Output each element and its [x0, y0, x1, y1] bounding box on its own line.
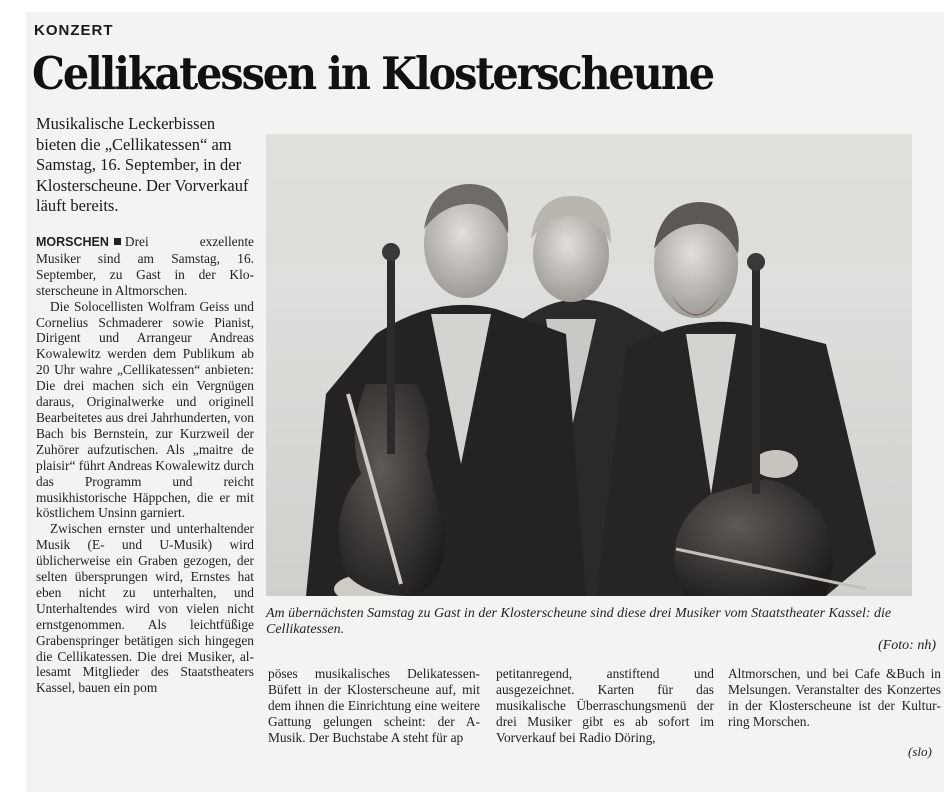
dateline: MORSCHEN — [36, 235, 109, 249]
bullet-icon — [114, 238, 121, 245]
lead-text: Drei exzellente Musiker sind am Samstag, 16. September, zu Gast in der Klosterscheune in Altmorschen. — [36, 234, 254, 298]
three-cellists-photo — [266, 134, 912, 596]
paragraph-3: Zwischen ernster und unterhaltender Musik (E- und U-Musik) wird üblicherweise ein Graben gezogen, der selten übersprungen wird, Ernstes hat eben nicht zu unterhalten, und Unterhaltendes wird von vielen nicht ernstgenommen. Als leichtfüßige Grabenspringer betätigen sich hingegen die Cellikatessen. Die drei Musiker, allesamt Mitglieder des Staatstheaters Kassel, bauen ein pom — [36, 521, 254, 696]
section-kicker: KONZERT — [34, 22, 114, 39]
article-column-4: Altmorschen, und bei Cafe &Buch in Melsungen. Veranstalter des Konzertes in der Klosterscheune ist der Kulturring Morschen. — [728, 666, 941, 729]
band-photo — [266, 134, 912, 596]
author-signature: (slo) — [908, 744, 932, 759]
headline: Cellikatessen in Klosterscheune — [32, 47, 713, 100]
lead-paragraph — [36, 234, 254, 299]
article-column-3: petitanregend, anstiftend und ausgezeichnet. Karten für das musikalische Überraschungsmenü der drei Musiker gibt es ab sofort im Vorverkauf bei Radio Döring, — [496, 666, 714, 745]
photo-credit: (Foto: nh) — [878, 638, 936, 653]
article-column-2: pöses musikalisches Delikatessen-Büfett in der Klosterscheune auf, mit dem ihnen die Einrichtung eine weitere Gattung gelungen scheint: der A-Musik. Der Buchstabe A steht für ap — [268, 666, 480, 745]
article-column-1 — [36, 234, 254, 696]
caption-text: Am übernächsten Samstag zu Gast in der Klosterscheune sind diese drei Musiker vom Staatstheater Kassel: die Cellikatessen. — [266, 606, 892, 637]
paragraph-2: Die Solocellisten Wolfram Geiss und Cornelius Schmaderer sowie Pianist, Dirigent und Arrangeur Andreas Kowalewitz werden dem Publikum ab 20 Uhr wahre „Cellikatessen“ anbieten: Die drei machen sich ein Vergnügen daraus, Originalwerke und originell Bearbeitetes aus drei Jahrhunderten, von Bach bis Bernstein, zur Kurzweil der Zuhörer aufzutischen. Als „maitre de plaisir“ führt Andreas Kowalewitz durch das Programm und reicht musikhistorische Häppchen, die er mit köstlichem Unsinn garniert. — [36, 298, 254, 521]
photo-caption — [266, 606, 940, 654]
subheadline: Musikalische Leckerbissen bieten die „Cellikatessen“ am Samstag, 16. September, in der Klosterscheune. Der Vorverkauf läuft bereits. — [36, 114, 249, 215]
